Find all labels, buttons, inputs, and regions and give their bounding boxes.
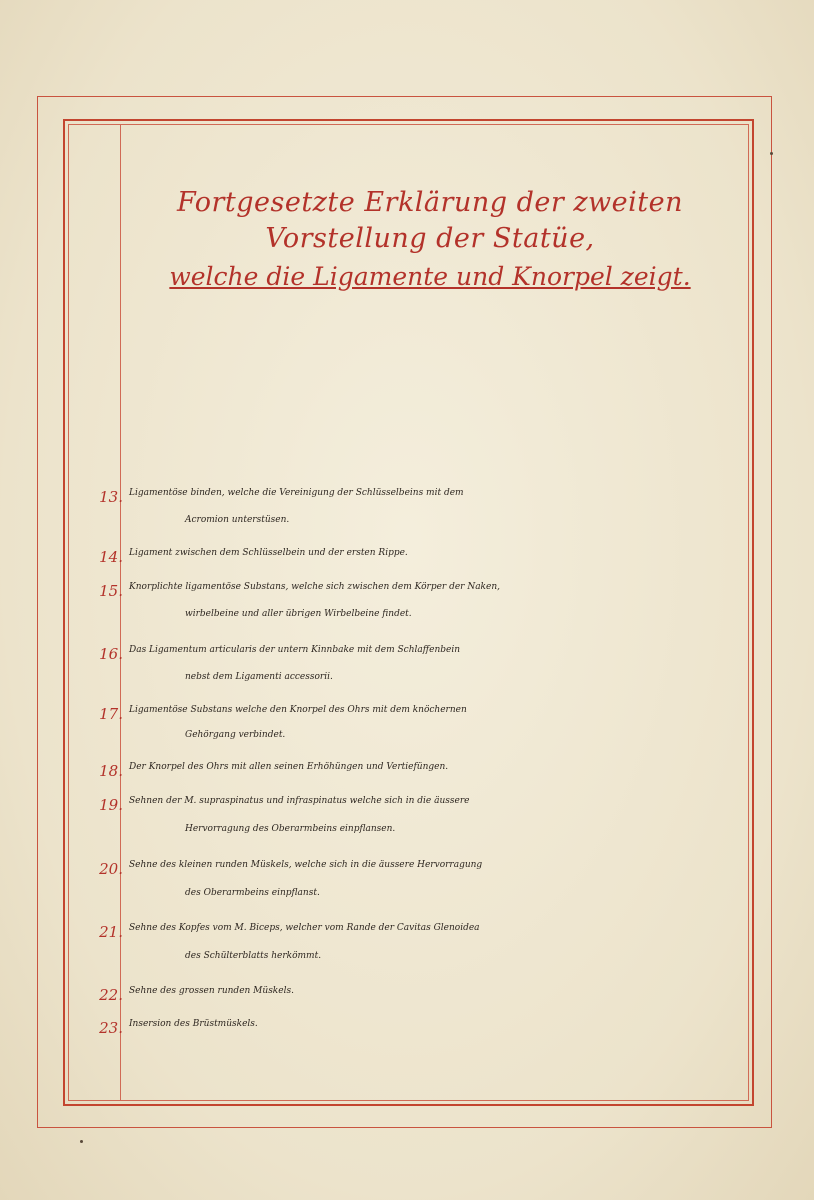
- entry-number: 17.: [99, 705, 123, 723]
- entry-number: 15.: [99, 582, 123, 600]
- entry-text: Sehne des kleinen runden Müskels, welche sich in die äussere Hervorragung: [129, 860, 483, 870]
- entry-number: 20.: [99, 860, 123, 878]
- entry-text: Insersion des Brüstmüskels.: [129, 1019, 258, 1029]
- entry-text-cont: Hervorragung des Oberarmbeins einpflansen.: [185, 824, 396, 834]
- entry-text: Der Knorpel des Ohrs mit allen seinen Erhöhüngen und Vertiefüngen.: [129, 762, 449, 772]
- entry-text: Sehne des grossen runden Müskels.: [129, 986, 294, 996]
- entry-text: Knorplichte ligamentöse Substans, welche sich zwischen dem Körper der Naken,: [129, 582, 500, 592]
- entry-text: Das Ligamentum articularis der untern Kinnbake mit dem Schlaffenbein: [129, 645, 461, 655]
- entry-text: Ligament zwischen dem Schlüsselbein und der ersten Rippe.: [129, 548, 408, 558]
- entry-number: 23.: [99, 1019, 123, 1037]
- title-line-1: Fortgesetzte Erklärung der zweiten Vorstellung der Statüe,: [176, 187, 684, 254]
- entry-number: 14.: [99, 548, 123, 566]
- title-line-2-text: welche die Ligamente und Knorpel zeigt.: [169, 262, 691, 291]
- entry-text: Ligamentöse binden, welche die Vereinigung der Schlüsselbeins mit dem: [129, 488, 464, 498]
- entry-text-cont: wirbelbeine und aller übrigen Wirbelbeine findet.: [185, 609, 412, 619]
- entry-number: 16.: [99, 645, 123, 663]
- page-title: [110, 185, 750, 297]
- entry-text: Sehne des Kopfes vom M. Biceps, welcher vom Rande der Cavitas Glenoidea: [129, 923, 480, 933]
- entry-text-cont: nebst dem Ligamenti accessorii.: [185, 672, 333, 682]
- entry-text-cont: Gehörgang verbindet.: [185, 730, 286, 740]
- paper-speck: [80, 1140, 83, 1143]
- entry-number: 22.: [99, 986, 123, 1004]
- entry-number: 19.: [99, 796, 123, 814]
- entry-text-cont: des Oberarmbeins einpflanst.: [185, 888, 320, 898]
- title-line-2: [110, 257, 750, 297]
- entry-text-cont: Acromion unterstüsen.: [185, 515, 290, 525]
- entry-text-cont: des Schülterblatts herkömmt.: [185, 951, 322, 961]
- entry-number: 21.: [99, 923, 123, 941]
- paper-speck: [770, 152, 773, 155]
- entry-number: 18.: [99, 762, 123, 780]
- entry-number: 13.: [99, 488, 123, 506]
- entry-text: Sehnen der M. supraspinatus und infraspinatus welche sich in die äussere: [129, 796, 470, 806]
- entry-text: Ligamentöse Substans welche den Knorpel des Ohrs mit dem knöchernen: [129, 705, 467, 715]
